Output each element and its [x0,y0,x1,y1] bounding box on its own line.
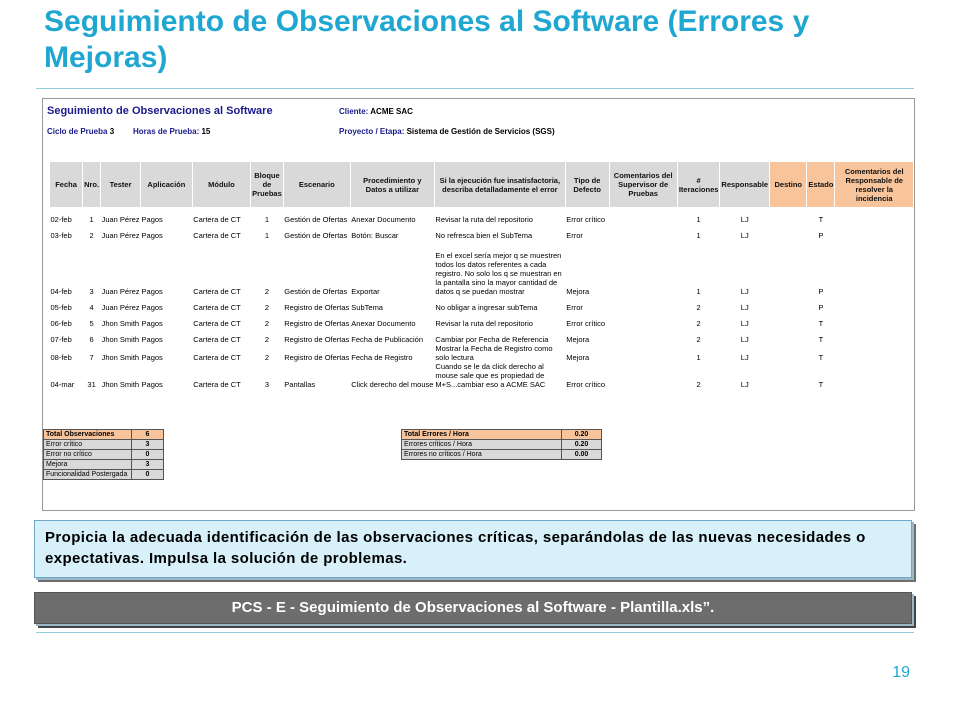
cell-iter: 2 [696,334,701,344]
observations-table [49,161,914,389]
cell-empty [835,208,914,224]
summary-errores-hora-table [401,429,602,460]
cell-bloque: 3 [264,379,270,389]
cell-tipo: Mejora [566,352,590,362]
cell-procedimiento: Exportar [351,286,380,296]
summary-row [44,460,164,470]
cell-empty [835,296,914,312]
template-file-text: PCS - E - Seguimiento de Observaciones al Software - Plantilla.xls”. [231,599,715,616]
cell-aplicacion: Pagos [141,318,163,328]
cell-estado: P [818,286,824,296]
cell-empty [835,344,914,362]
column-header: Escenario [283,162,350,208]
column-header: Si la ejecución fue insatisfactoria, describa detalladamente el error [434,162,565,208]
callout-text: Propicia la adecuada identificación de las observaciones críticas, separándolas de las nuevas necesidades o expectativas. Impulsa la solución de problemas. [45,529,866,567]
cell-nro: 1 [89,214,94,224]
cell-iter: 1 [696,352,701,362]
cell-modulo: Cartera de CT [193,352,241,362]
table-row [50,240,914,296]
cell-empty [609,312,677,328]
cell-descripcion: Cuando se le da click derecho al mouse sale que es propiedad de M+S...cambiar eso a ACME SAC [435,361,546,389]
cell-modulo: Cartera de CT [193,286,241,296]
cell-nro: 7 [89,352,94,362]
cell-aplicacion: Pagos [141,334,163,344]
slide-title: Seguimiento de Observaciones al Software (Errores y Mejoras) [44,5,810,74]
cell-bloque: 1 [264,214,270,224]
cell-escenario: Registro de Ofertas [284,334,350,344]
page-number: 19 [892,664,910,681]
cell-resp: LJ [740,379,749,389]
cell-tester: Juan Pérez [101,230,140,240]
cell-fecha: 04-mar [50,379,75,389]
cell-resp: LJ [740,352,749,362]
cell-fecha: 04-feb [50,286,72,296]
cell-resp: LJ [740,286,749,296]
table-row [50,328,914,344]
summary-row [402,440,602,450]
summary-value: 0 [132,470,164,480]
cell-descripcion: No refresca bien el SubTema [435,230,533,240]
column-header: Fecha [50,162,83,208]
cell-empty [609,344,677,362]
cell-bloque: 2 [264,352,270,362]
column-header: Comentarios del Supervisor de Pruebas [609,162,677,208]
cell-tipo: Error [566,302,583,312]
cell-fecha: 05-feb [50,302,72,312]
cell-modulo: Cartera de CT [193,230,241,240]
cell-resp: LJ [740,230,749,240]
cell-empty [770,208,807,224]
cell-nro: 4 [89,302,94,312]
cell-empty [770,296,807,312]
cell-empty [609,296,677,312]
cell-empty [609,328,677,344]
summary-row [44,440,164,450]
column-header: Procedimiento y Datos a utilizar [350,162,434,208]
summary-label: Error no crítico [44,450,132,460]
summary-value: 0.20 [562,430,602,440]
table-row [50,362,914,389]
cell-aplicacion: Pagos [141,302,163,312]
cell-nro: 5 [89,318,94,328]
cell-estado: P [818,230,824,240]
ciclo-value: 3 [109,127,115,136]
cell-resp: LJ [740,214,749,224]
cell-descripcion: Revisar la ruta del repositorio [435,318,533,328]
cell-resp: LJ [740,334,749,344]
table-row [50,344,914,362]
cell-escenario: Registro de Ofertas [284,302,350,312]
summary-value: 0 [132,450,164,460]
cell-estado: T [818,318,824,328]
cliente-label [339,107,413,116]
cell-escenario: Registro de Ofertas [284,352,350,362]
summary-row [44,430,164,440]
cell-estado: T [818,379,824,389]
cell-aplicacion: Pagos [141,379,163,389]
cell-bloque: 2 [264,286,270,296]
horas-label-text: Horas de Prueba: [133,127,200,136]
cell-tipo: Error crítico [566,214,606,224]
cell-fecha: 03-feb [50,230,72,240]
column-header: Módulo [192,162,250,208]
cell-descripcion: Cambiar por Fecha de Referencia [435,334,549,344]
cell-escenario: Registro de Ofertas [284,318,350,328]
cell-bloque: 2 [264,302,270,312]
proyecto-label-text: Proyecto / Etapa: [339,127,405,136]
cell-bloque: 2 [264,318,270,328]
column-header: Estado [807,162,835,208]
summary-value: 0.20 [562,440,602,450]
cell-tipo: Error crítico [566,318,606,328]
cell-procedimiento: Fecha de Registro [351,352,413,362]
cell-resp: LJ [740,318,749,328]
cell-fecha: 07-feb [50,334,72,344]
table-row [50,296,914,312]
cell-fecha: 02-feb [50,214,72,224]
summary-label: Error crítico [44,440,132,450]
cell-empty [609,224,677,240]
template-file-bar [34,592,912,624]
cell-tipo: Error crítico [566,379,606,389]
summary-label: Funcionalidad Postergada [44,470,132,480]
cliente-value: ACME SAC [370,107,413,116]
cell-iter: 1 [696,214,701,224]
cell-empty [609,240,677,296]
cell-nro: 2 [89,230,94,240]
horas-value: 15 [201,127,211,136]
title-divider [36,88,914,89]
cliente-label-text: Cliente: [339,107,369,116]
cell-resp: LJ [740,302,749,312]
summary-value: 6 [132,430,164,440]
cell-fecha: 08-feb [50,352,72,362]
column-header: Comentarios del Responsable de resolver la incidencia [835,162,914,208]
cell-modulo: Cartera de CT [193,318,241,328]
cell-escenario: Gestión de Ofertas [284,214,348,224]
cell-nro: 6 [89,334,94,344]
cell-empty [770,224,807,240]
column-header: Tipo de Defecto [565,162,609,208]
summary-value: 3 [132,460,164,470]
cell-tester: Jhon Smith [101,379,140,389]
ciclo-label [47,127,114,136]
proyecto-value: Sistema de Gestión de Servicios (SGS) [406,127,555,136]
summary-label: Errores críticos / Hora [402,440,562,450]
column-header: Tester [101,162,141,208]
cell-descripcion: No obligar a ingresar subTema [435,302,538,312]
cell-bloque: 2 [264,334,270,344]
cell-procedimiento: Botón: Buscar [351,230,399,240]
cell-modulo: Cartera de CT [193,379,241,389]
cell-empty [609,362,677,389]
summary-value: 0.00 [562,450,602,460]
sheet-title: Seguimiento de Observaciones al Software [47,105,273,117]
cell-empty [770,240,807,296]
cell-tester: Juan Pérez [101,286,140,296]
cell-procedimiento: Fecha de Publicación [351,334,424,344]
cell-escenario: Pantallas [284,379,316,389]
column-header: Responsable [720,162,770,208]
cell-tipo: Mejora [566,286,590,296]
spreadsheet-image [42,98,915,511]
cell-descripcion: Mostrar la Fecha de Registro como solo lectura [435,343,553,362]
cell-nro: 31 [87,379,96,389]
cell-empty [770,312,807,328]
cell-empty [835,362,914,389]
cell-estado: P [818,302,824,312]
cell-escenario: Gestión de Ofertas [284,230,348,240]
cell-tipo: Mejora [566,334,590,344]
summary-row [402,430,602,440]
cell-procedimiento: Click derecho del mouse [351,379,434,389]
summary-label: Total Errores / Hora [402,430,562,440]
table-row [50,224,914,240]
proyecto-label [339,127,555,136]
callout-box [34,520,912,578]
cell-tester: Juan Pérez [101,214,140,224]
column-header: # Iteraciones [677,162,720,208]
cell-iter: 1 [696,286,701,296]
table-row [50,208,914,224]
summary-row [44,470,164,480]
summary-label: Errores no críticos / Hora [402,450,562,460]
cell-descripcion: Revisar la ruta del repositorio [435,214,533,224]
cell-estado: T [818,214,824,224]
summary-row [402,450,602,460]
cell-iter: 2 [696,302,701,312]
cell-descripcion: En el excel sería mejor q se muestren todos los datos referentes a cada registro. No solo los q se muestran en la pantalla sino la mayor cantidad de datos q se puedan mostrar [435,250,562,296]
cell-aplicacion: Pagos [141,214,163,224]
column-header: Bloque de Pruebas [251,162,284,208]
cell-procedimiento: SubTema [351,302,383,312]
cell-tester: Juan Pérez [101,302,140,312]
column-header: Nro. [83,162,101,208]
cell-aplicacion: Pagos [141,230,163,240]
cell-iter: 2 [696,318,701,328]
horas-label [133,127,210,136]
table-header-row [50,162,914,208]
summary-observaciones-table [43,429,164,480]
table-body [50,208,914,389]
cell-empty [835,328,914,344]
cell-modulo: Cartera de CT [193,302,241,312]
footer-divider [36,632,914,633]
table-row [50,312,914,328]
cell-empty [835,240,914,296]
cell-nro: 3 [89,286,94,296]
column-header: Destino [770,162,807,208]
cell-estado: T [818,352,824,362]
cell-empty [770,328,807,344]
cell-empty [770,362,807,389]
cell-aplicacion: Pagos [141,286,163,296]
cell-tester: Jhon Smith [101,352,140,362]
cell-tipo: Error [566,230,583,240]
column-header: Aplicación [141,162,193,208]
cell-bloque: 1 [264,230,270,240]
cell-iter: 2 [696,379,701,389]
cell-estado: T [818,334,824,344]
cell-empty [609,208,677,224]
cell-escenario: Gestión de Ofertas [284,286,348,296]
cell-iter: 1 [696,230,701,240]
cell-empty [835,224,914,240]
cell-procedimiento: Anexar Documento [351,318,416,328]
cell-empty [835,312,914,328]
summary-label: Total Observaciones [44,430,132,440]
cell-tester: Jhon Smith [101,318,140,328]
ciclo-label-text: Ciclo de Prueba [47,127,108,136]
cell-modulo: Cartera de CT [193,334,241,344]
cell-empty [770,344,807,362]
summary-label: Mejora [44,460,132,470]
summary-row [44,450,164,460]
cell-fecha: 06-feb [50,318,72,328]
cell-modulo: Cartera de CT [193,214,241,224]
summary-value: 3 [132,440,164,450]
cell-tester: Jhon Smith [101,334,140,344]
cell-procedimiento: Anexar Documento [351,214,416,224]
cell-aplicacion: Pagos [141,352,163,362]
